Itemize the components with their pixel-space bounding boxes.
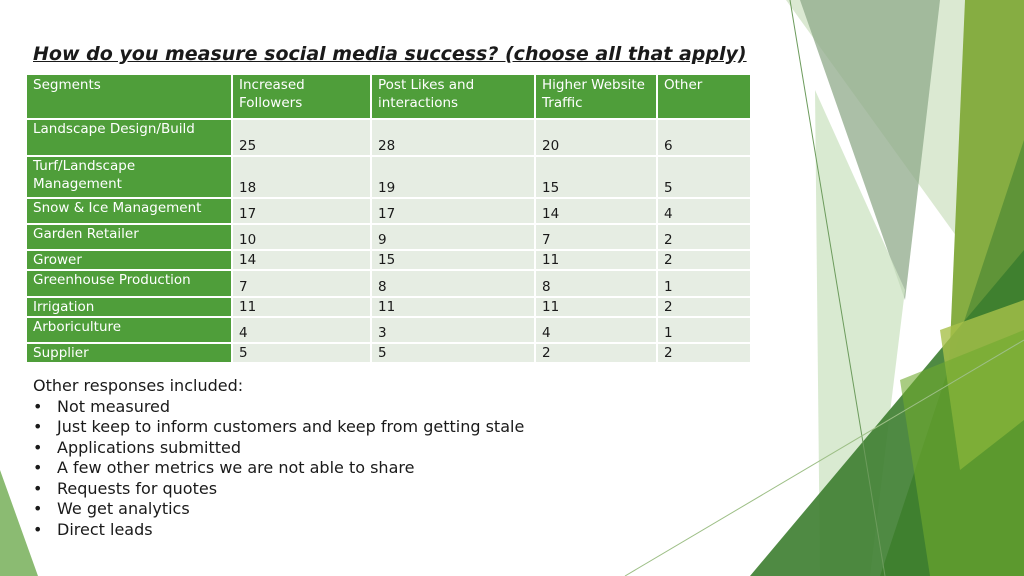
value-cell: 8 [535,270,657,297]
value-cell: 2 [657,250,751,270]
bullet-icon: • [33,396,43,416]
value-cell: 28 [371,119,535,156]
table-row [26,119,751,156]
value-cell: 2 [535,343,657,363]
value-cell: 3 [371,317,535,343]
value-cell: 5 [657,156,751,198]
value-cell: 1 [657,270,751,297]
segment-cell: Landscape Design/Build [26,119,232,156]
bullet-icon: • [33,417,43,436]
bullet-icon: • [33,458,43,477]
value-cell: 14 [535,198,657,224]
bullet-icon: • [33,478,43,498]
other-responses-list [33,397,524,541]
value-cell: 20 [535,119,657,156]
segment-cell: Arboriculture [26,317,232,343]
value-cell: 17 [371,198,535,224]
value-cell: 11 [371,297,535,317]
value-cell: 19 [371,156,535,198]
header-post-likes: Post Likes and interactions [371,74,535,119]
segment-cell: Supplier [26,343,232,363]
value-cell: 15 [371,250,535,270]
value-cell: 4 [657,198,751,224]
table-row [26,224,751,250]
table-row [26,250,751,270]
segment-cell: Turf/Landscape Management [26,156,232,198]
segment-cell: Greenhouse Production [26,270,232,297]
value-cell: 10 [232,224,371,250]
list-item-text: Applications submitted [57,437,242,457]
segment-cell: Garden Retailer [26,224,232,250]
list-item-text: Not measured [57,396,171,416]
list-item [33,417,524,438]
value-cell: 14 [232,250,371,270]
table-row [26,317,751,343]
list-item [33,499,524,520]
list-item-text: Direct leads [57,519,153,539]
list-item [33,438,524,459]
list-item [33,458,524,479]
value-cell: 7 [232,270,371,297]
value-cell: 1 [657,317,751,343]
segment-cell: Snow & Ice Management [26,198,232,224]
table-row [26,156,751,198]
value-cell: 7 [535,224,657,250]
list-item-text: A few other metrics we are not able to share [57,458,415,477]
header-website-traffic: Higher Website Traffic [535,74,657,119]
bullet-icon: • [33,499,43,518]
value-cell: 2 [657,297,751,317]
bullet-icon: • [33,437,43,457]
page-title: How do you measure social media success? (choose all that apply) [33,43,747,65]
table-row [26,270,751,297]
value-cell: 5 [371,343,535,363]
value-cell: 11 [535,297,657,317]
value-cell: 2 [657,343,751,363]
value-cell: 2 [657,224,751,250]
value-cell: 11 [232,297,371,317]
header-other: Other [657,74,751,119]
header-increased-followers: Increased Followers [232,74,371,119]
other-responses-section [33,376,524,540]
segment-cell: Irrigation [26,297,232,317]
segments-table [25,73,752,364]
value-cell: 4 [232,317,371,343]
table-row [26,343,751,363]
value-cell: 25 [232,119,371,156]
list-item [33,520,524,541]
value-cell: 4 [535,317,657,343]
other-responses-heading: Other responses included: [33,376,244,395]
value-cell: 11 [535,250,657,270]
value-cell: 17 [232,198,371,224]
value-cell: 15 [535,156,657,198]
segment-cell: Grower [26,250,232,270]
value-cell: 9 [371,224,535,250]
value-cell: 8 [371,270,535,297]
table-row [26,297,751,317]
list-item-text: We get analytics [57,499,190,518]
list-item-text: Just keep to inform customers and keep from getting stale [57,417,525,436]
value-cell: 18 [232,156,371,198]
header-segments: Segments [26,74,232,119]
table-row [26,198,751,224]
list-item [33,397,524,418]
bullet-icon: • [33,519,43,539]
value-cell: 6 [657,119,751,156]
list-item [33,479,524,500]
list-item-text: Requests for quotes [57,478,218,498]
table-header-row [26,74,751,119]
value-cell: 5 [232,343,371,363]
